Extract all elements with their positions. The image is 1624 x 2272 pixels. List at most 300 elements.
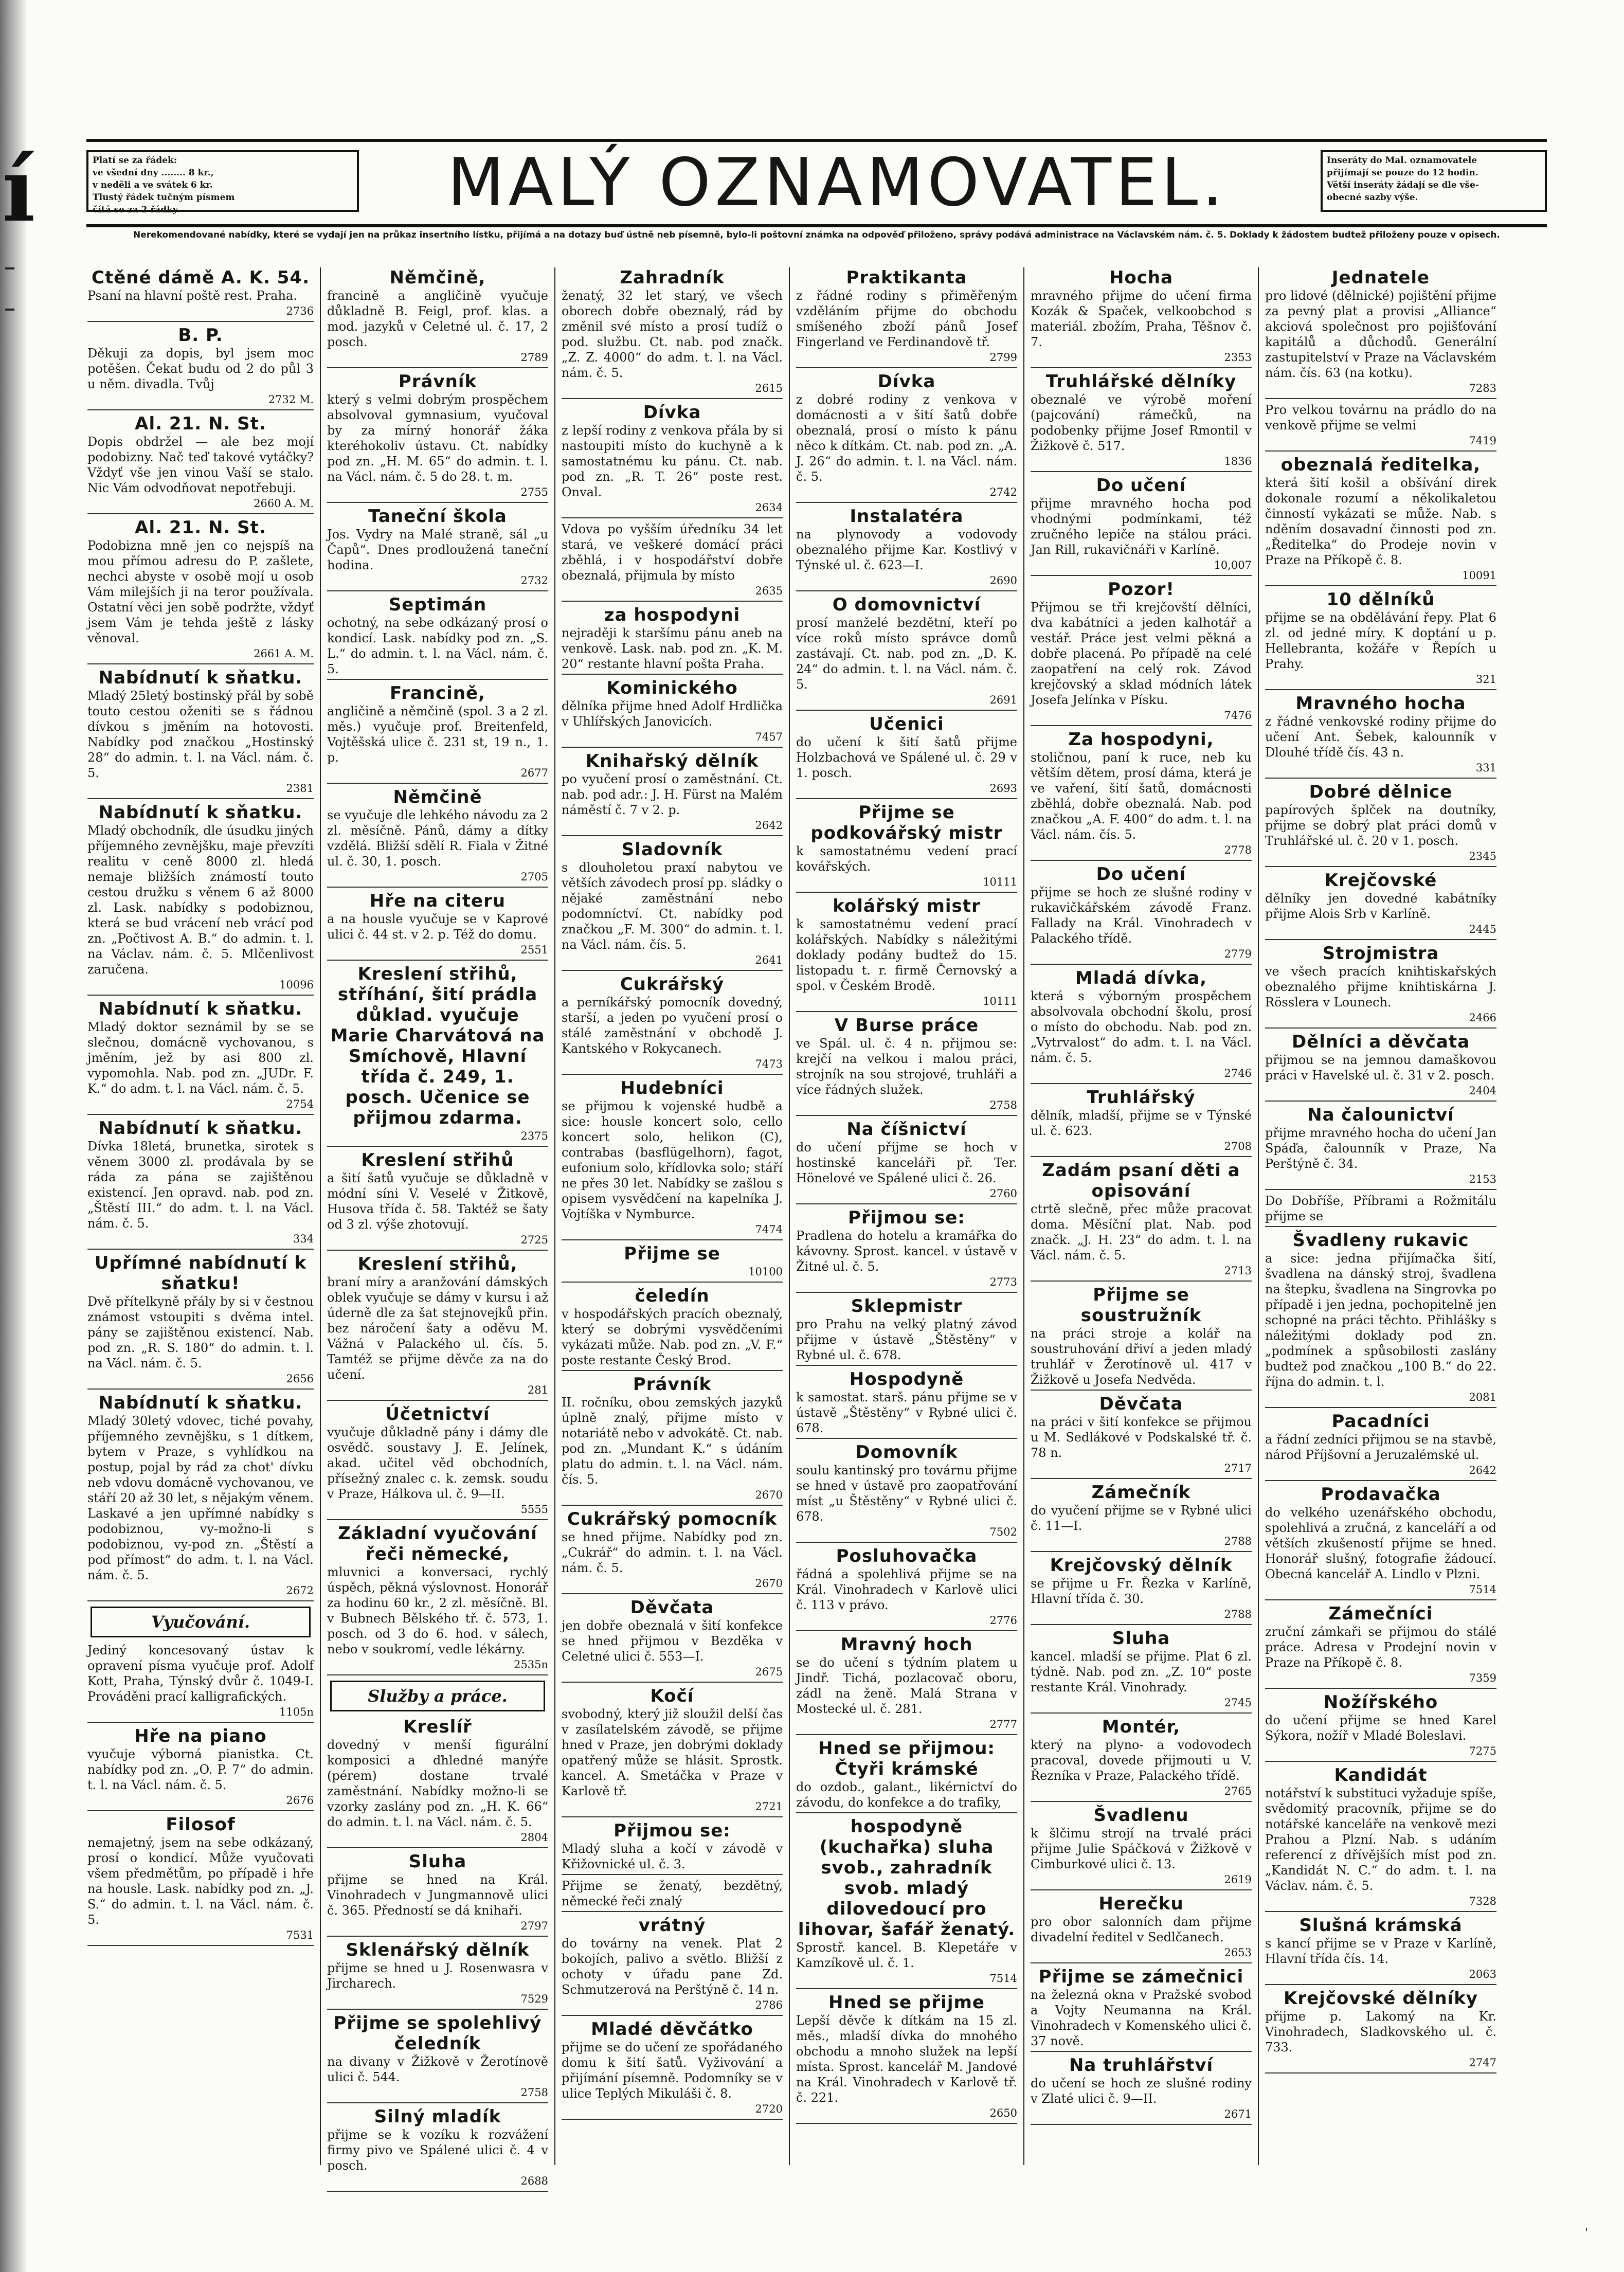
ad-heading: Sklepmistr (851, 1296, 963, 1317)
ad-body: a šití šatů vyučuje se důkladně v módní síni V. Veselé v Žitkově, Husova třída č. 58. Taktéž se šaty od 3 zl. výše zhotovují. (327, 1171, 548, 1232)
ad-heading: Za hospodyni, (1068, 729, 1214, 750)
ad-body: Jediný koncesovaný ústav k opravení písma vyučuje prof. Adolf Kott, Praha, Týnský dvůr č. 1049-I. Prováděni prací kalligrafických. (87, 1643, 314, 1704)
ad-code: 7514 (1469, 1583, 1496, 1596)
ad-heading: Nabídnutí k sňatku. (98, 1118, 303, 1139)
ad-code: 2661 A. M. (254, 647, 314, 660)
ad-code: 10096 (279, 979, 314, 991)
ad-code: 2799 (989, 351, 1017, 364)
ad-body: Mladý sluha a kočí v závodě v Křižovnické ul. č. 3. (562, 1842, 783, 1871)
classified-ad (562, 678, 783, 748)
ad-code: 2634 (755, 501, 783, 514)
column-6 (1265, 267, 1496, 2165)
ad-heading: Kreslení střihů, (357, 1254, 518, 1274)
ad-heading: Přijme se (624, 1243, 720, 1264)
ad-code: 2535n (514, 1658, 548, 1671)
ad-body: soulu kantinský pro továrnu přijme se hned v ústavě pro zaopatřování míst „u Štěstěny“ v Rybné ulici č. 678. (796, 1463, 1017, 1524)
ad-code: 2804 (520, 1831, 548, 1844)
ad-code: 2551 (520, 944, 548, 956)
ad-body: dělníka přijme hned Adolf Hrdlička v Uhlířských Janovicích. (562, 699, 783, 729)
ad-code: 2670 (755, 1489, 783, 1501)
ad-body: do ozdob., galant., likérnictví do závodu, do konfekce a do trafiky, (796, 1780, 1017, 1810)
ad-heading: Právník (633, 1374, 712, 1395)
ad-heading: Hře na piano (134, 1726, 267, 1746)
classified-ad (1265, 1603, 1496, 1689)
classified-ad (1031, 371, 1252, 472)
ad-body: stoličnou, paní k ruce, neb ku větším dětem, prosí dáma, která je ve vaření, šití šatů, domácnosti zběhlá, dobře obeznalá. Nab. pod značkou „A. F. 400“ do adm. t. l. na Václ. nám. čís. 5. (1031, 750, 1252, 842)
classified-ad (87, 1643, 314, 1723)
ad-body: s kancí přijme se v Praze v Karlíně, Hlavní třída čís. 14. (1265, 1936, 1496, 1966)
ad-body: přijme se hoch ze slušné rodiny v rukavičkářském závodě Franz. Fallady na Král. Vinohradech v Palackého třídě. (1031, 885, 1252, 946)
ad-code: 2672 (286, 1584, 314, 1597)
ad-heading: Přijmou se: (613, 1820, 731, 1841)
ad-body: a sice: jedna přijímačka šití, švadlena na dánský stroj, švadlena na štepku, švadlena na Singrovka po případě i jen jedna, pochopitelně jen schopné na práci těchto. Přihlášky s náležitými doklady pod zn. „podmínek a spůsobilosti zaslány budtež pod značkou „100 B.“ do 22. října do admin. t. l. (1265, 1251, 1496, 1389)
classified-ad (1265, 1193, 1496, 1227)
ad-heading: Slušná krámská (1299, 1915, 1463, 1936)
ad-heading: Upřímné nabídnutí k sňatku! (94, 1253, 307, 1294)
ad-code: 7476 (1224, 709, 1252, 722)
classified-ad (327, 787, 548, 888)
ad-code: 5555 (520, 1503, 548, 1516)
ad-code: 2754 (286, 1098, 314, 1110)
ad-body: Pro velkou továrnu na prádlo do na venkově přijme se velmi (1265, 403, 1496, 432)
ad-code: 2708 (1224, 1140, 1252, 1152)
classified-ad (87, 325, 314, 410)
classified-ad (562, 1286, 783, 1371)
ad-body: Děkuji za dopis, byl jsem moc potěšen. Čekat budu od 2 do půl 3 u něm. divadla. Tvůj (87, 346, 314, 391)
classified-ad (796, 1738, 1017, 1813)
ad-heading: Posluhovačka (836, 1546, 978, 1566)
ad-body: zruční zámkaři se přijmou do stálé práce. Adresa v Prodejní novin v Praze na Příkopě č. 8. (1265, 1625, 1496, 1670)
ad-body: přijme p. Lakomý na Kr. Vinohradech, Sladkovského ul. č. 733. (1265, 2009, 1496, 2054)
ad-body: k samostat. starš. pánu přijme se v ústavě „Štěstěny“ v Rybné ulici č. 678. (796, 1390, 1017, 1435)
info-line: přijímají se pouze do 12 hodin. (1327, 168, 1478, 178)
ad-code: 2732 (520, 574, 548, 587)
ad-body: přijme mravného hocha do učení Jan Spáďa, čalounník v Praze, Na Perštýně č. 34. (1265, 1126, 1496, 1171)
ad-body: Přijmou se tři krejčovští dělníci, dva kabátníci a jeden kalhotář a vestář. Práce jest velmi pěkná a dobře placená. Po případě na celé zaopatření na celý rok. Závod krejčovský a sklad módních látek Josefa Jelínka v Písku. (1031, 600, 1252, 707)
ad-body: notářství k substituci vyžaduje spíše, svědomitý pracovník, přijme se do notářské kanceláře na venkově mezi Prahou a Plzní. Nab. s udáním referencí z dřívějších míst pod zn. „Kandidát N. C.“ do adm. t. l. na Václav. nám. č. 5. (1265, 1786, 1496, 1893)
price-line: ve všední dny ........ 8 kr., (93, 168, 214, 178)
classified-ad (1031, 1285, 1252, 1391)
ad-heading: Nožířského (1323, 1692, 1438, 1712)
ad-body: z řádné rodiny s přiměřeným vzděláním přijme do obchodu smíšeného zboží pánů Josef Fingerland ve Ferdinandově tř. (796, 288, 1017, 349)
ad-body: se hned přijme. Nabídky pod zn. „Cukrář“ do admin. t. l. na Václ. nám. č. 5. (562, 1530, 783, 1575)
ad-heading: Filosof (166, 1814, 236, 1835)
ad-body: který na plyno- a vodovodech pracoval, dovede přijmouti u V. Řezníka v Praze, Palackého třídě. (1031, 1738, 1252, 1783)
ad-body: po vyučení prosí o zaměstnání. Ct. nab. pod adr.: J. H. Fürst na Malém náměstí č. 7 v 2. p. (562, 772, 783, 817)
classified-ad (87, 802, 314, 996)
ad-heading: Děvčata (1099, 1394, 1183, 1414)
ad-body: Dívka 18letá, brunetka, sirotek s věnem 3000 zl. prodávala by se ráda za pána se zajištěnou existencí. Jen opravd. nab. pod zn. „Štěstí III.“ do adm. t. l. na Václ. nám. č. 5. (87, 1139, 314, 1231)
classified-ad (1031, 1717, 1252, 1802)
ad-body: přijme se hned u J. Rosenwasra v Jircharech. (327, 1961, 548, 1991)
column-rule (1258, 267, 1259, 2165)
ad-body: která s výborným prospěchem absolvovala obchodní školu, prosí o místo do obchodu. Nab. pod zn. „Vytrvalost“ do adm. t. l. na Václ. nám. č. 5. (1031, 989, 1252, 1065)
ad-code: 2671 (1224, 2108, 1252, 2120)
classified-ad (327, 683, 548, 784)
ad-body: k samostatnému vedení prací kovářských. (796, 844, 1017, 874)
ad-code: 2788 (1224, 1608, 1252, 1620)
ad-heading: Přijme se soustružník (1080, 1285, 1202, 1326)
ad-heading: Domovník (855, 1442, 958, 1463)
ad-code: 10111 (983, 995, 1017, 1007)
ad-body: se vyučuje dle lehkého návodu za 2 zl. měsíčně. Pánů, dámy a dítky vzdělá. Bližší sdělí R. Fiala v Žitné ul. č. 30, 1. posch. (327, 808, 548, 869)
ad-code: 2677 (520, 767, 548, 779)
ad-code: 2745 (1224, 1697, 1252, 1709)
ad-heading: Přijme se podkovářský mistr (810, 802, 1003, 843)
previous-page-glyph: í (2, 139, 35, 242)
classified-ad (562, 267, 783, 399)
ad-heading: Mladá dívka, (1075, 968, 1207, 988)
ad-code: 7328 (1469, 1895, 1496, 1907)
classified-ad (1265, 402, 1496, 452)
ad-body: do učení se hoch ze slušné rodiny v Zlaté ulici č. 9—II. (1031, 2076, 1252, 2106)
ad-heading: Základní vyučování řeči německé, (338, 1523, 537, 1564)
classified-ad (327, 1851, 548, 1937)
ad-body: Podobizna mně jen co nejspíš na mou přímou adresu do P. zašlete, nechci abyste v osobě mojí u osob Vám milejších ji na teror používala. Ostatní věci jen sobě podržte, vždyť jsem Vám je tehda ještě z lásky věnoval. (87, 538, 314, 645)
ad-code: 2713 (1224, 1265, 1252, 1277)
classified-ad (87, 1118, 314, 1250)
ad-body: přijme mravného hocha pod vhodnými podmínkami, též zručného lepiče na stálou práci. Jan Rill, rukavičnáři v Karlíně. (1031, 496, 1252, 557)
price-line: čítá se za 2 řádky. (93, 205, 180, 215)
ad-body: se do učení s týdním platem u Jindř. Tichá, pozlacovač oboru, zádl na ženě. Malá Strana v Mostecké ul. č. 281. (796, 1655, 1017, 1716)
ad-code: 2779 (1224, 948, 1252, 960)
ad-body: do vyučení přijme se v Rybné ulici č. 11—I. (1031, 1503, 1252, 1533)
classified-ad (1031, 729, 1252, 861)
classified-ad (1265, 1105, 1496, 1190)
ad-heading: Strojmistra (1322, 943, 1439, 964)
ad-code: 1836 (1224, 455, 1252, 467)
ad-body: papírových šplček na doutníky, přijme se dobrý plat práci domů v Truhlářské ul. č. 20 v 1. posch. (1265, 803, 1496, 848)
column-4 (796, 267, 1017, 2165)
column-3 (562, 267, 783, 2165)
ad-body: Mladý obchodník, dle úsudku jiných příjemného zevnějšku, maje převzíti realitu v ceně 8000 zl. hledá nemaje bližších známostí touto cestou družku s věnem 6 až 8000 zl. Lask. nabídky s podobiznou, která se bud vrácení neb vrácí pod zn. „Počtivost A. B.“ do admin. t. l. na Václav. nám. č. 5. Mlčenlivost zaručena. (87, 823, 314, 977)
price-box (86, 150, 359, 215)
classified-ad (796, 371, 1017, 503)
edge-tick (5, 267, 14, 269)
ad-heading: Francině, (390, 683, 485, 704)
classified-ad (1031, 968, 1252, 1084)
ad-code: 2736 (286, 305, 314, 317)
classified-ad (562, 1820, 783, 1875)
ad-heading: Zámečník (1091, 1482, 1191, 1503)
ad-heading: Učenici (869, 714, 944, 734)
info-line: obecné sazby výše. (1327, 192, 1418, 203)
classified-ad (87, 1726, 314, 1811)
ad-heading: Truhlářské dělníky (1045, 371, 1237, 392)
ad-body: dělník, mladší, přijme se v Týnské ul. č. 623. (1031, 1108, 1252, 1138)
ad-heading: Taneční škola (368, 506, 507, 527)
ad-heading: Montér, (1102, 1717, 1181, 1737)
ad-code: 2720 (755, 2103, 783, 2115)
classified-ad (796, 1296, 1017, 1366)
ad-body: do učení k šití šatů přijme Holzbachová ve Spálené ul. č. 29 v 1. posch. (796, 735, 1017, 780)
ad-code: 2375 (520, 1130, 548, 1142)
ad-code: 2675 (755, 1666, 783, 1678)
classified-ad (327, 594, 548, 680)
ad-heading: Ctěné dámě A. K. 54. (92, 267, 310, 288)
ad-heading: Účetnictví (385, 1404, 490, 1424)
classified-ad (562, 521, 783, 602)
classified-ad (1265, 943, 1496, 1029)
ad-heading: Truhlářský (1087, 1087, 1196, 1108)
ad-body: Vdova po vyšším úředníku 34 let stará, ve veškeré domácí práci zběhlá, i v hospodářství dobře obeznalá, přijmula by místo (562, 522, 783, 583)
ad-heading: B. P. (178, 325, 223, 346)
classified-ad (87, 413, 314, 514)
ad-code: 2642 (755, 819, 783, 832)
ad-body: na železná okna v Pražské svobod a Vojty Neumanna na Král. Vinohradech v Komenského ulici č. 37 nově. (1031, 1988, 1252, 2048)
ad-code: 2717 (1224, 1462, 1252, 1474)
classified-ad (1031, 2055, 1252, 2125)
ad-code: 2760 (989, 1187, 1017, 1200)
ad-body: pro Prahu na velký platný závod přijme v ústavě „Štěstěny“ v Rybné ul. č. 678. (796, 1317, 1017, 1362)
ad-body: ve Spál. ul. č. 4 n. přijmou se: krejčí na velkou i malou práci, strojník na sou strojové, truhláři a více řádných služek. (796, 1036, 1017, 1097)
ad-body: Mladý 25letý bostinský přál by sobě touto cestou oženiti se s řádnou dívkou s jměním na hotovosti. Nabídky pod značkou „Hostinský 28“ do admin. t. l. na Václ. nám. č. 5. (87, 689, 314, 780)
ad-code: 2081 (1469, 1391, 1496, 1403)
ad-code: 2797 (520, 1920, 548, 1932)
ad-code: 10091 (1462, 569, 1496, 582)
ad-body: na divany v Žižkově v Žerotínově ulici č. 544. (327, 2054, 548, 2084)
ad-body: Lepší děvče k dítkám na 15 zl. měs., mladší dívka do mnohého obchodu a mnoho služek na lepší místa. Sprost. kancelář M. Jandové na Král. Vinohradech v Karlově tř. č. 221. (796, 2013, 1017, 2105)
ad-body: v hospodářských pracích obeznalý, který se dobrými vysvědčeními vykázati může. Nab. pod zn. „V. F.“ poste restante Český Brod. (562, 1307, 783, 1367)
ad-code: 2758 (989, 1099, 1017, 1111)
classified-ad (1265, 1692, 1496, 1762)
classified-ad (327, 1940, 548, 2010)
classified-ad (1265, 782, 1496, 867)
classified-ad (562, 1686, 783, 1817)
ad-body: kancel. mladší se přijme. Plat 6 zl. týdně. Nab. pod zn. „Z. 10“ poste restante Král. Vinohrady. (1031, 1649, 1252, 1694)
ad-heading: Švadleny rukavic (1292, 1230, 1469, 1251)
ad-code: 2153 (1469, 1173, 1496, 1185)
ad-heading: Zámečníci (1328, 1603, 1433, 1624)
ad-heading: Cukrářský pomocník (567, 1509, 778, 1529)
ad-code: 2725 (520, 1234, 548, 1246)
classified-ad (1265, 589, 1496, 690)
ad-heading: Kominického (606, 678, 738, 698)
ad-heading: Herečku (1098, 1894, 1184, 1914)
ad-code: 2445 (1469, 923, 1496, 935)
ad-code: 2619 (1224, 1873, 1252, 1886)
classified-ad (562, 974, 783, 1075)
ad-code: 2776 (989, 1614, 1017, 1627)
ad-code: 2063 (1469, 1968, 1496, 1980)
classified-ad (796, 1992, 1017, 2124)
ad-body: a na housle vyučuje se v Kaprové ulici č. 44 st. v 2. p. Též do domu. (327, 912, 548, 942)
ad-heading: Do učení (1096, 864, 1186, 885)
ad-code: 2635 (755, 585, 783, 597)
ad-code: 2345 (1469, 850, 1496, 862)
classified-ad (1265, 1230, 1496, 1408)
classified-ad (1031, 1628, 1252, 1714)
ad-body: do továrny na venek. Plat 2 bokojích, palivo a světlo. Bližší z ochoty v úřadu pane Zd. Schmutzerová na Perštýně č. 14 n. (562, 1936, 783, 1997)
ad-code: 7359 (1469, 1672, 1496, 1684)
ad-body: z dobré rodiny z venkova v domácnosti a v šití šatů dobře obeznalá, prosí o místo k pánu něco k dítkám. Ct. nab. pod zn. „A. J. 26“ do admin. t. l. na Václ. nám. č. 5. (796, 392, 1017, 484)
ad-heading: Instalatéra (850, 506, 964, 527)
ad-heading: Al. 21. N. St. (135, 517, 266, 538)
ad-body: ctrtě slečně, přec může pracovat doma. Měsíční plat. Nab. pod značk. „J. H. 23“ do adm. t. l. na Václ. nám. č. 5. (1031, 1202, 1252, 1263)
ad-heading: Silný mladík (374, 2106, 501, 2127)
classified-ad (87, 267, 314, 322)
classified-ad (1031, 1555, 1252, 1625)
ad-body: na práci v šití konfekce se přijmou u M. Sedlákové v Podskalské tř. č. 78 n. (1031, 1415, 1252, 1460)
info-box (1321, 150, 1547, 212)
classified-ad (1265, 1915, 1496, 1985)
ad-heading: za hospodyni (604, 605, 741, 625)
ad-heading: Krejčovský dělník (1050, 1555, 1233, 1576)
classified-ad (1265, 455, 1496, 586)
column-rule (789, 267, 790, 2165)
ad-body: se přijmou k vojenské hudbě a sice: housle koncert solo, cello koncert solo, helikon (C), contrabas (basflügelhorn), fagot, eufonium solo, křídlovka solo; stáří ne přes 30 let. Nabídky se zašlou s opisem vysvědčení na kapelníka J. Vojtíška v Nymburce. (562, 1099, 783, 1221)
ad-code: 331 (1475, 762, 1496, 774)
ad-heading: Krejčovské (1324, 870, 1437, 891)
ad-body: Dopis obdržel — ale bez mojí podobizny. Nač teď takové vytáčky? Vždyť vše jen vinou Vaší se stalo. Nic Vám odvodňovat nepotřebuji. (87, 435, 314, 495)
ad-heading: Sladovník (621, 839, 723, 860)
classified-ad (1265, 693, 1496, 779)
ad-body: Mladý doktor seznámil by se se slečnou, domácně vychovanou, s jměním, jež by asi 800 zl. vypomohla. Nab. pod zn. „JUDr. F. K.“ do adm. t. l. na Václ. nám. č. 5. (87, 1020, 314, 1096)
classified-ad (796, 1816, 1017, 1989)
classified-ad (796, 506, 1017, 591)
classified-ad (796, 1119, 1017, 1204)
ad-heading: Pozor! (1108, 579, 1175, 600)
classified-ad (327, 267, 548, 368)
info-line: Inseráty do Mal. oznamovatele (1327, 155, 1477, 166)
ad-body: braní míry a aranžování dámských oblek vyučuje se dámy v kursu i až úderně dle za šat stejnovejků přin. bez náročení šaty a oděvu M. Vážná v Palackého ul. čís. 5. Tamtéž se přijme děvče za na do učení. (327, 1275, 548, 1382)
classified-ad (796, 896, 1017, 1012)
ad-heading: Jednatele (1331, 267, 1430, 288)
classified-ad (562, 1878, 783, 1912)
ad-heading: Nabídnutí k sňatku. (98, 668, 303, 688)
ad-body: mravného přijme do učení firma Kozák & Spaček, velkoobchod s materiál. zbožím, Praha, Těšnov č. 7. (1031, 288, 1252, 349)
ad-heading: Cukrářský (620, 974, 725, 995)
classified-ad (1265, 1032, 1496, 1102)
ad-body: obeznalé ve výrobě moření (pajcování) rámečků, na podobenky přijme Josef Rmontil v Žižkově č. 517. (1031, 392, 1252, 453)
ad-heading: Hned se přijme (828, 1992, 985, 2013)
classified-ad (327, 2106, 548, 2192)
ad-code: 2615 (755, 382, 783, 394)
ad-code: 281 (527, 1384, 548, 1396)
classified-ad (1265, 1988, 1496, 2073)
ad-code: 2746 (1224, 1067, 1252, 1079)
ad-heading: Pacadníci (1331, 1411, 1430, 1432)
ad-heading: Do učení (1096, 475, 1186, 496)
ad-body: ve všech pracích knihtiskařských obeznalého přijme knihtiskárna J. Rösslera v Lounech. (1265, 964, 1496, 1009)
ad-heading: Přijmou se: (848, 1207, 965, 1228)
ad-body: dělníky jen dovedné kabátníky přijme Alois Srb v Karlíně. (1265, 891, 1496, 921)
ad-heading: Kandidát (1334, 1765, 1428, 1786)
ad-code: 2690 (989, 574, 1017, 587)
ad-body: pro obor salonních dam přijme divadelní ředitel v Sedlčanech. (1031, 1915, 1252, 1944)
price-line: Platí se za řádek: (93, 155, 177, 166)
ad-code: 2353 (1224, 351, 1252, 364)
column-rule (1023, 267, 1024, 2165)
section-heading: Vyučování. (91, 1607, 311, 1637)
ad-heading: V Burse práce (834, 1015, 979, 1036)
ad-heading: Praktikanta (846, 267, 967, 288)
classified-ad (327, 964, 548, 1147)
classified-ad (327, 1717, 548, 1848)
ad-heading: Kreslení střihů (361, 1150, 514, 1170)
ad-code: 2747 (1469, 2057, 1496, 2069)
column-1 (87, 267, 314, 2165)
classified-ad (1031, 1087, 1252, 1157)
ad-code: 2404 (1469, 1085, 1496, 1097)
ad-heading: Septimán (388, 594, 487, 615)
ad-body: která šití košil a obšívání direk dokonale rozumí a několikaletou činností vykázati se může. Nab. s nděním dosavadní činnosti pod zn. „Ředitelka“ do Prodeje novin v Praze na Příkopě č. 8. (1265, 476, 1496, 567)
ad-code: 10111 (983, 876, 1017, 888)
page-mark: ' (1584, 2227, 1588, 2240)
ad-code: 2786 (755, 1999, 783, 2011)
ad-code: 7474 (755, 1223, 783, 1236)
classified-ad (87, 517, 314, 664)
ad-code: 2670 (755, 1577, 783, 1590)
ad-code: 2732 M. (268, 393, 314, 406)
price-line: Tlustý řádek tučným písmem (93, 192, 235, 203)
ad-heading: Nabídnutí k sňatku. (98, 802, 303, 823)
classified-ad (327, 2013, 548, 2103)
ad-heading: Sluha (408, 1851, 467, 1872)
ad-body: II. ročníku, obou zemských jazyků úplně znalý, přijme místo v notariátě nebo v advokátě. Ct. nab. pod zn. „Mundant K.“ s údáním platu do admin. t. l. na Václ. nám. čís. 5. (562, 1395, 783, 1487)
ad-heading: Krejčovské dělníky (1283, 1988, 1478, 2009)
ad-code: 321 (1475, 673, 1496, 686)
ad-code: 7531 (286, 1929, 314, 1941)
classified-ad (327, 1404, 548, 1520)
ad-heading: Přijme se zámečnici (1038, 1967, 1244, 1987)
ad-code: 2381 (286, 782, 314, 795)
ad-code: 2721 (755, 1800, 783, 1813)
classified-ad (1031, 864, 1252, 965)
ad-heading: 10 dělníků (1326, 589, 1435, 610)
ad-code: 7275 (1469, 1745, 1496, 1757)
ad-heading: Sluha (1112, 1628, 1170, 1649)
ad-code: 10100 (748, 1266, 783, 1278)
page-left-edge (0, 0, 35, 2272)
classified-ad (562, 1078, 783, 1240)
ad-heading: Dívka (643, 402, 701, 423)
classified-ad (796, 1207, 1017, 1293)
price-line: v neděli a ve svátek 6 kr. (93, 180, 213, 190)
classified-ad (562, 1597, 783, 1683)
classified-ad (1031, 267, 1252, 368)
ad-heading: Zadám psaní děti a opisování (1042, 1160, 1240, 1201)
ad-heading: O domovnictví (832, 594, 981, 615)
ad-code: 2765 (1224, 1785, 1252, 1797)
classified-ad (327, 1150, 548, 1251)
ad-body: do velkého uzenářského obchodu, spolehlivá a zručná, z kanceláří a od větších zkušeností přijme se hned. Honorář slušný, fotografie žádoucí. Obecná kancelář A. Lindlo v Plzni. (1265, 1505, 1496, 1581)
classified-ad (87, 1393, 314, 1601)
ad-body: se přijme u Fr. Řezka v Karlíně, Hlavní třída č. 30. (1031, 1576, 1252, 1606)
ad-heading: obeznalá ředitelka, (1280, 455, 1481, 475)
classified-ad (87, 1814, 314, 1946)
ad-heading: Hospodyně (849, 1369, 964, 1390)
classified-ad (562, 1509, 783, 1594)
ad-code: 7457 (755, 731, 783, 743)
ad-body: dovedný v menší figurální komposici a ďhledné manýře (pérem) dostane trvalé zaměstnání. Nabídky možno-li se vzorky zaslány pod zn. „H. K. 66“ do admin. t. l. na Václ. nám. č. 5. (327, 1738, 548, 1829)
ad-code: 7419 (1469, 435, 1496, 447)
classified-ad (327, 891, 548, 961)
ad-body: do učení přijme se hned Karel Sýkora, nožíř v Mladé Boleslavi. (1265, 1713, 1496, 1743)
ad-heading: Dobré dělnice (1309, 782, 1453, 802)
classified-ad (1031, 1805, 1252, 1890)
ad-body: mluvnici a konversaci, rychlý úspěch, pěkná výslovnost. Honorář za hodinu 60 kr., 2 zl. měsíčně. Bl. v Bubnech Bělského tř. č. 573, 1. posch. od 3 do 6. hod. v sálech, nebo v soukromí, vedle lékárny. (327, 1565, 548, 1656)
ad-code: 7529 (520, 1993, 548, 2005)
classified-ad (1265, 1484, 1496, 1600)
ad-heading: Nabídnutí k sňatku. (98, 999, 303, 1019)
column-5 (1031, 267, 1252, 2165)
ad-code: 7514 (989, 1972, 1017, 1985)
masthead (86, 139, 1547, 227)
ad-heading: Němčině (393, 787, 482, 807)
ad-heading: Kreslení střihů, stříhání, šití prádla důklad. vyučuje Marie Charvátová na Smíchově, Hlavní třída č. 249, 1. posch. Učenice se přijmou zdarma. (330, 964, 545, 1128)
ad-code: 2466 (1469, 1012, 1496, 1024)
